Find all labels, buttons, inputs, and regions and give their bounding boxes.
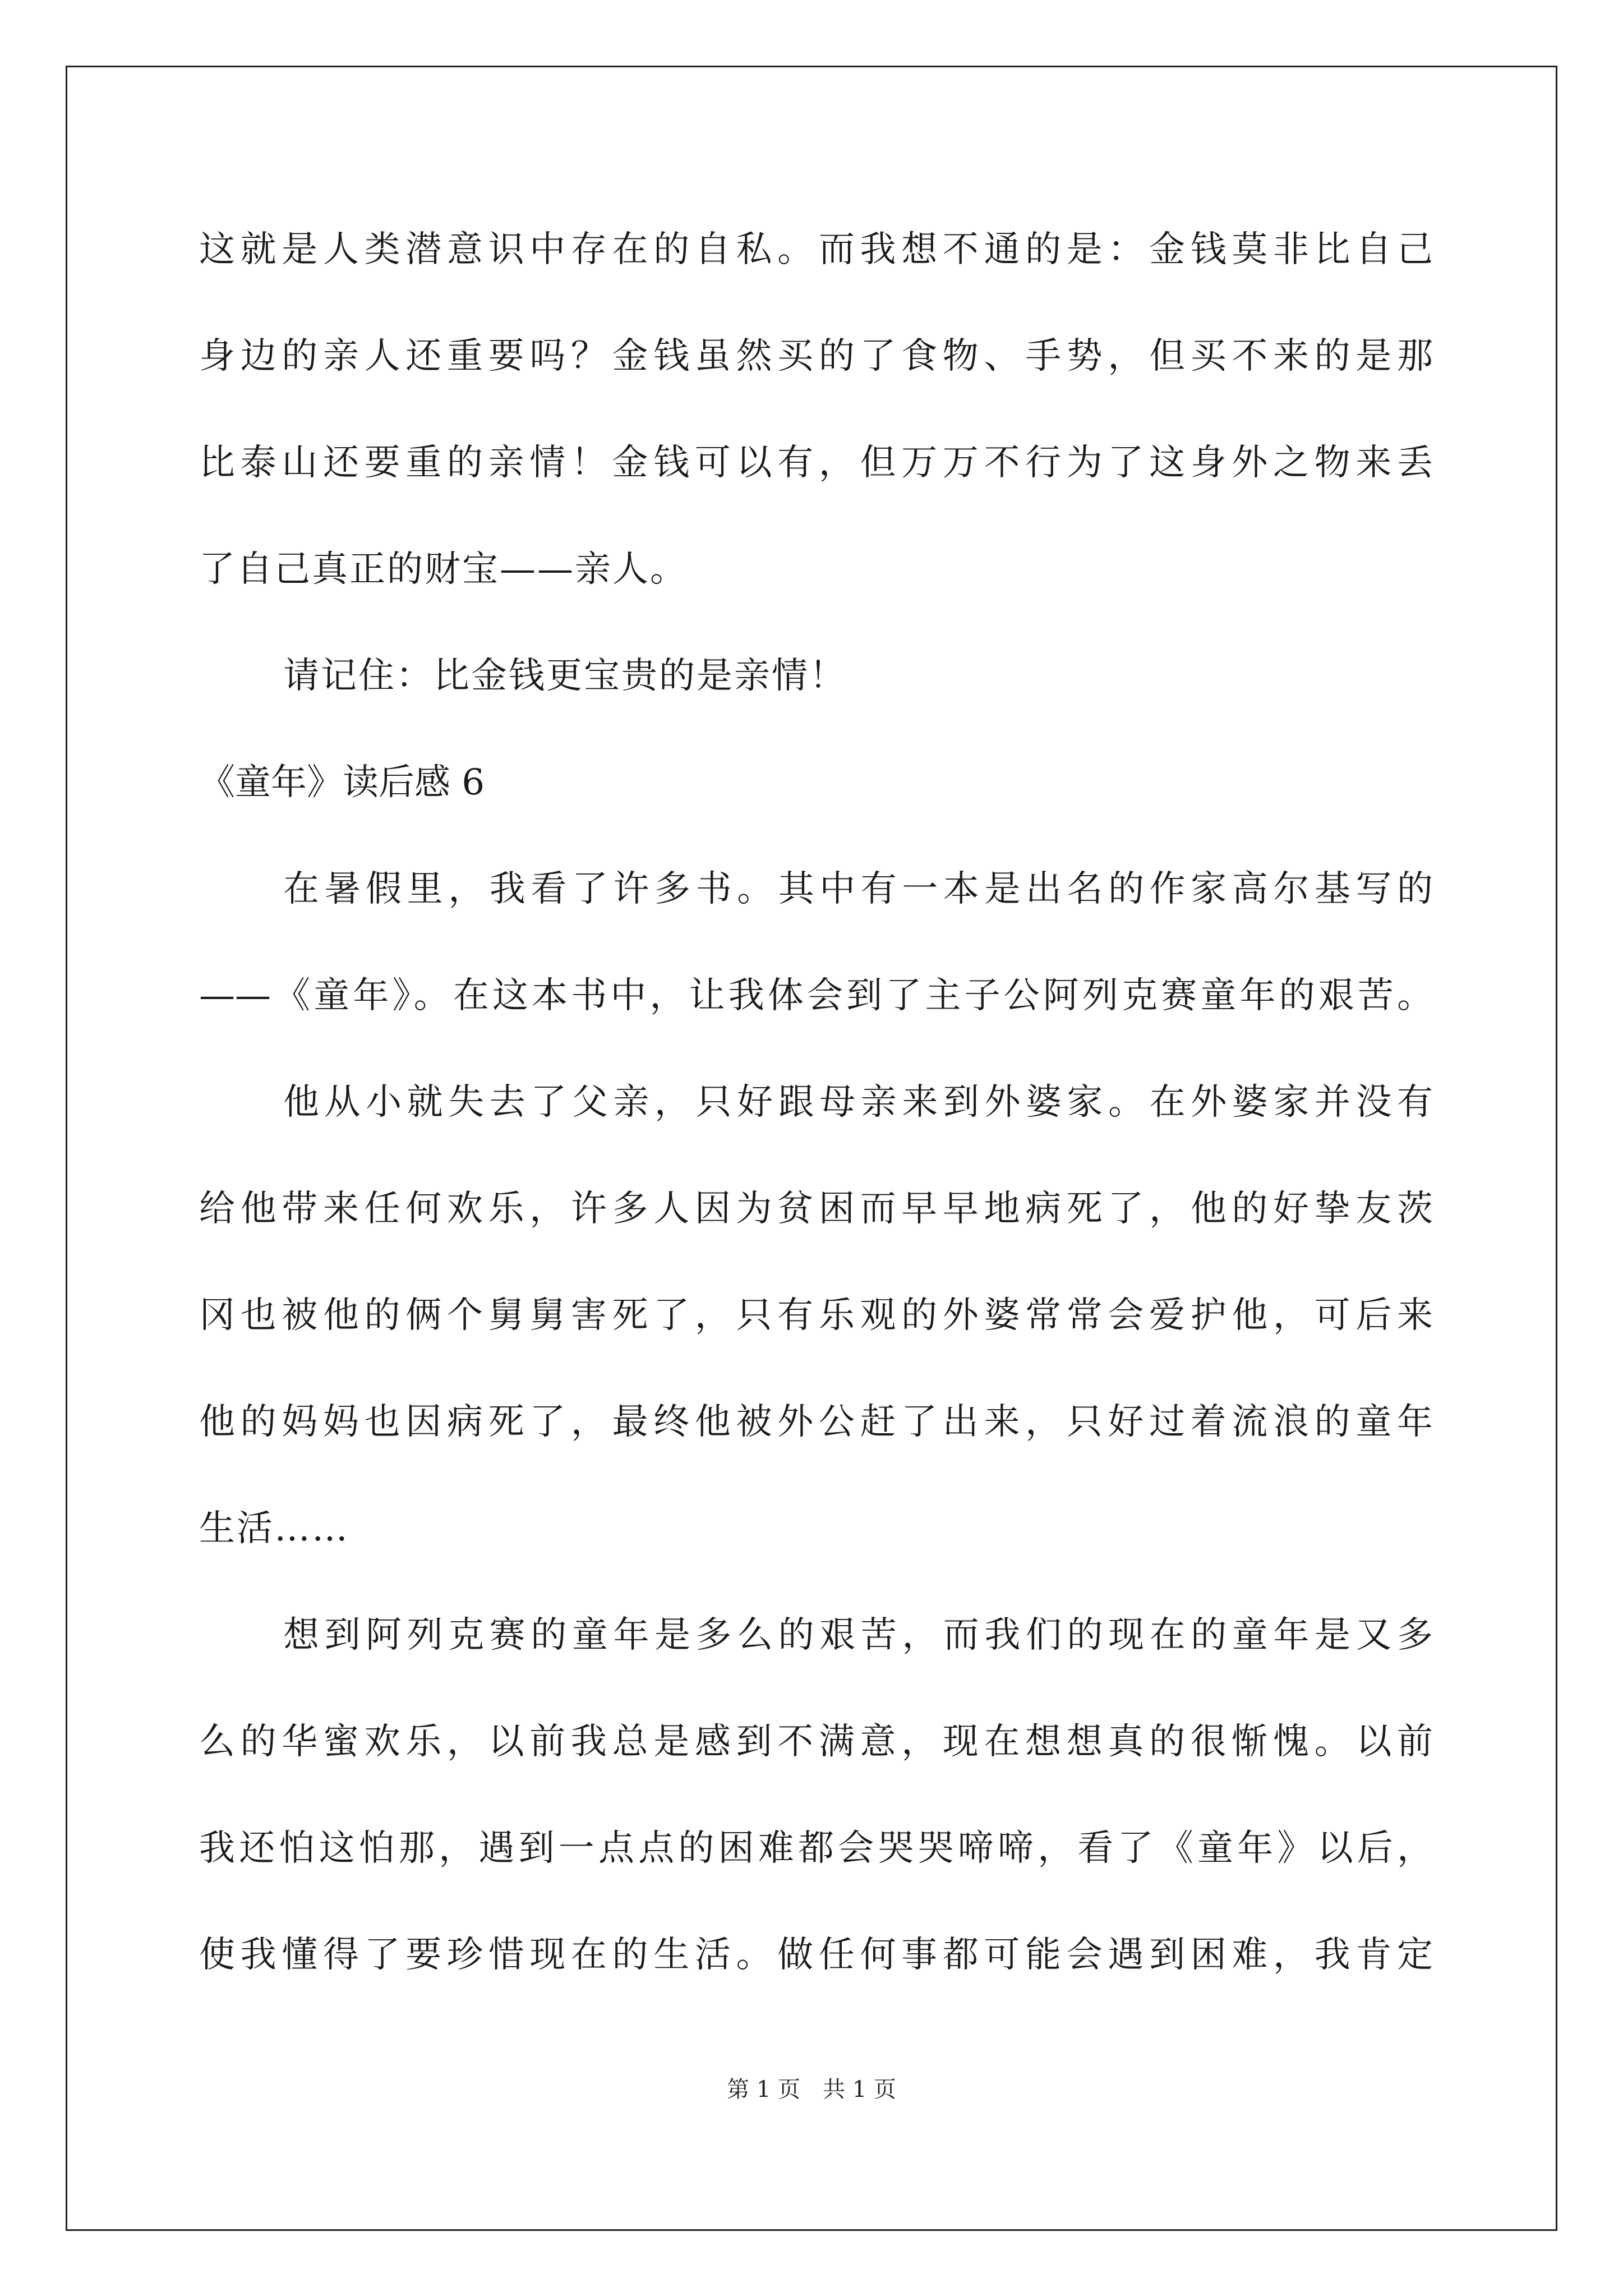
section-heading: 《童年》读后感 6 — [199, 762, 485, 803]
text-line: 生活…… — [199, 1508, 349, 1549]
text-line: 他从小就失去了父亲，只好跟母亲来到外婆家。在外婆家并没有 — [283, 1082, 1433, 1123]
text-line: 给他带来任何欢乐，许多人因为贫困而早早地病死了，他的好挚友茨 — [199, 1188, 1433, 1230]
text-line: 身边的亲人还重要吗？金钱虽然买的了食物、手势，但买不来的是那 — [199, 335, 1433, 377]
text-line: 使我懂得了要珍惜现在的生活。做任何事都可能会遇到困难，我肯定 — [199, 1934, 1433, 1976]
text-line: ——《童年》。在这本书中，让我体会到了主子公阿列克赛童年的艰苦。 — [199, 975, 1433, 1016]
text-line: 比泰山还要重的亲情！金钱可以有，但万万不行为了这身外之物来丢 — [199, 442, 1433, 484]
text-line: 他的妈妈也因病死了，最终他被外公赶了出来，只好过着流浪的童年 — [199, 1401, 1433, 1443]
text-line: 请记住：比金钱更宝贵的是亲情！ — [283, 655, 847, 697]
text-line: 这就是人类潜意识中存在的自私。而我想不通的是：金钱莫非比自己 — [199, 229, 1433, 270]
text-line: 我还怕这怕那，遇到一点点的困难都会哭哭啼啼，看了《童年》以后， — [199, 1828, 1433, 1869]
text-line: 了自己真正的财宝——亲人。 — [199, 549, 688, 590]
text-line: 冈也被他的俩个舅舅害死了，只有乐观的外婆常常会爱护他，可后来 — [199, 1295, 1433, 1336]
text-line: 想到阿列克赛的童年是多么的艰苦，而我们的现在的童年是又多 — [283, 1614, 1433, 1656]
text-line: 在暑假里，我看了许多书。其中有一本是出名的作家高尔基写的 — [283, 868, 1433, 910]
page-footer: 第 1 页 共 1 页 — [727, 2077, 896, 2102]
page-border — [66, 66, 1557, 2231]
text-line: 么的华蜜欢乐，以前我总是感到不满意，现在想想真的很惭愧。以前 — [199, 1721, 1433, 1763]
